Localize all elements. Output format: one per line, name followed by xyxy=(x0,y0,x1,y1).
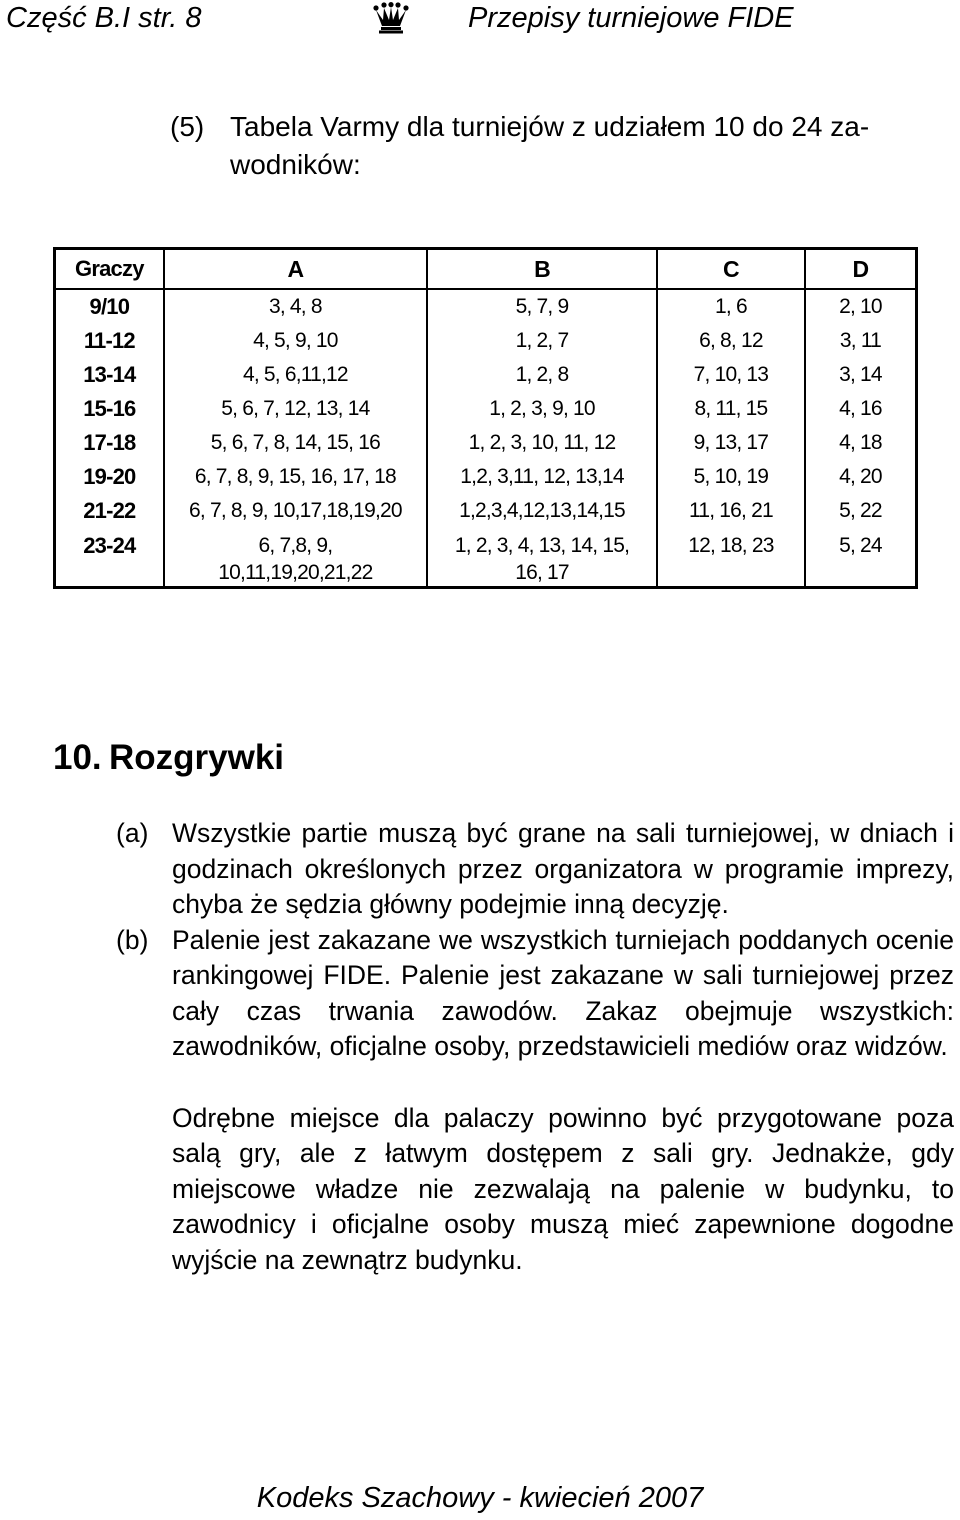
caption-line-1: Tabela Varmy dla turniejów z udziałem 10 do 24 za- xyxy=(230,111,870,142)
column-header-b: B xyxy=(427,249,657,290)
cell-c: 1, 6 xyxy=(657,289,805,324)
cell-a: 5, 6, 7, 12, 13, 14 xyxy=(164,392,427,426)
cell-graczy: 17-18 xyxy=(55,426,164,460)
cell-d: 5, 24 xyxy=(839,534,882,557)
cell-a: 5, 6, 7, 8, 14, 15, 16 xyxy=(164,426,427,460)
item-label: (a) xyxy=(116,818,149,848)
table-row xyxy=(55,392,917,426)
item-label: (b) xyxy=(116,924,149,955)
cell-c: 7, 10, 13 xyxy=(657,358,805,392)
cell-b: 1, 2, 3, 9, 10 xyxy=(427,392,657,426)
table-header-row xyxy=(55,249,917,290)
header-part-label: Część B.I str. 8 xyxy=(6,2,202,34)
cell-b: 1,2, 3,11, 12, 13,14 xyxy=(427,460,657,494)
section-body xyxy=(116,816,954,1278)
cell-d: 3, 14 xyxy=(839,363,882,386)
cell-d: 4, 18 xyxy=(839,431,882,454)
section-title: Rozgrywki xyxy=(109,738,285,777)
caption-number: (5) xyxy=(170,111,205,142)
cell-b: 5, 7, 9 xyxy=(427,289,657,324)
cell-d: 3, 11 xyxy=(839,329,882,352)
cell-graczy: 21-22 xyxy=(55,494,164,528)
column-header-d: D xyxy=(805,249,917,290)
cell-a-line-1: 6, 7,8, 9, xyxy=(258,534,333,557)
cell-d: 5, 22 xyxy=(839,499,882,522)
item-text: Wszystkie partie muszą być grane na sali turniejowej, w dniach i godzinach określonych przez organizatora w programie imprezy, chyba że sędzia główny podejmie inną decyzję. xyxy=(172,818,954,919)
cell-c: 6, 8, 12 xyxy=(657,324,805,358)
cell-graczy: 13-14 xyxy=(55,358,164,392)
cell-a: 6, 7, 8, 9, 15, 16, 17, 18 xyxy=(164,460,427,494)
cell-b: 1, 2, 3, 10, 11, 12 xyxy=(427,426,657,460)
cell-c: 5, 10, 19 xyxy=(657,460,805,494)
cell-graczy: 15-16 xyxy=(55,392,164,426)
cell-b: 1, 2, 7 xyxy=(427,324,657,358)
table-row xyxy=(55,460,917,494)
table-row xyxy=(55,528,917,588)
list-item xyxy=(116,816,954,923)
table-row xyxy=(55,289,917,324)
list-item xyxy=(116,923,954,1065)
cell-a: 4, 5, 9, 10 xyxy=(164,324,427,358)
table-row xyxy=(55,426,917,460)
cell-c: 11, 16, 21 xyxy=(657,494,805,528)
cell-c: 9, 13, 17 xyxy=(657,426,805,460)
table-caption xyxy=(170,108,930,184)
chess-queen-icon xyxy=(373,2,409,34)
cell-b: 1,2,3,4,12,13,14,15 xyxy=(427,494,657,528)
column-header-a: A xyxy=(164,249,427,290)
cell-a-line-2: 10,11,19,20,21,22 xyxy=(218,561,373,584)
cell-graczy: 9/10 xyxy=(55,289,164,324)
cell-a xyxy=(164,528,427,588)
section-heading xyxy=(53,738,284,778)
paragraph: Odrębne miejsce dla palaczy powinno być przygotowane poza salą gry, ale z łatwym dostępem z sali gry. Jednakże, gdy miejscowe władze nie zezwalają na palenie w budynku, to zawodnicy i oficjalne osoby muszą mieć zapewnione dogodne wyjście na zewnątrz budynku. xyxy=(172,1102,954,1275)
cell-a: 6, 7, 8, 9, 10,17,18,19,20 xyxy=(164,494,427,528)
table-row xyxy=(55,358,917,392)
column-header-graczy: Graczy xyxy=(55,249,164,290)
page-footer: Kodeks Szachowy - kwiecień 2007 xyxy=(256,1482,704,1514)
cell-b-line-1: 1, 2, 3, 4, 13, 14, 15, xyxy=(454,534,630,557)
cell-b xyxy=(427,528,657,588)
header-document-title: Przepisy turniejowe FIDE xyxy=(468,2,794,34)
cell-d: 2, 10 xyxy=(839,295,882,318)
cell-graczy: 23-24 xyxy=(55,528,164,588)
cell-d: 4, 20 xyxy=(839,465,882,488)
item-text: Palenie jest zakazane we wszystkich turniejach poddanych ocenie rankingowej FIDE. Palenie jest zakazane w sali turniejowej przez cały czas trwania zawodów. Zakaz obejmuje wszystkich: zawodników, oficjalne osoby, przedstawicieli mediów oraz widzów. xyxy=(172,924,954,1061)
varma-table xyxy=(53,247,918,589)
cell-a: 4, 5, 6,11,12 xyxy=(164,358,427,392)
section-number: 10. xyxy=(53,738,102,777)
column-header-c: C xyxy=(657,249,805,290)
cell-d: 4, 16 xyxy=(839,397,882,420)
cell-c: 12, 18, 23 xyxy=(657,528,805,588)
cell-graczy: 11-12 xyxy=(55,324,164,358)
table-row xyxy=(55,494,917,528)
cell-graczy: 19-20 xyxy=(55,460,164,494)
table-row xyxy=(55,324,917,358)
cell-c: 8, 11, 15 xyxy=(657,392,805,426)
cell-b-line-2: 16, 17 xyxy=(515,561,569,584)
cell-a: 3, 4, 8 xyxy=(164,289,427,324)
cell-b: 1, 2, 8 xyxy=(427,358,657,392)
caption-line-2: wodników: xyxy=(230,149,361,180)
